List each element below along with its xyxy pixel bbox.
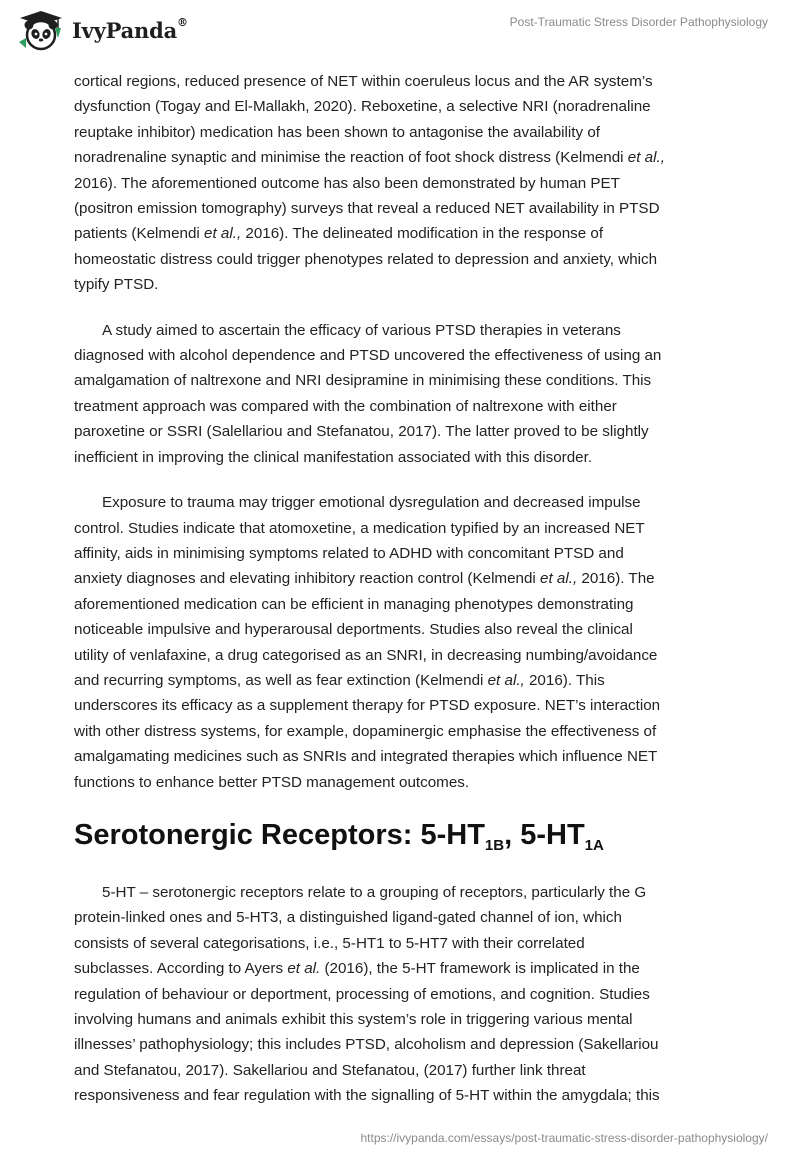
text-run: dysfunction (Togay and El-Mallakh, 2020). Reboxetine, a selective NRI (noradrenaline [74,98,651,116]
heading-subscript-1a: 1A [584,836,604,854]
body-paragraph [74,880,730,1109]
paragraph-line [74,247,730,272]
text-run: cortical regions, reduced presence of NET within coeruleus locus and the AR system’s [74,73,653,90]
paragraph-line [74,94,730,119]
paragraph-line [74,592,730,617]
citation-italic: et al., [204,225,242,243]
paragraph-line [74,982,730,1007]
registered-mark: ® [177,15,188,29]
paragraph-line [74,1032,730,1057]
text-run: amalgamation of naltrexone and NRI desipramine in minimising these conditions. This [74,372,652,390]
text-run: Exposure to trauma may trigger emotional dysregulation and decreased impulse [102,494,641,512]
essay-content [74,69,730,1129]
paragraph-line [74,1058,730,1083]
text-run: typify PTSD. [74,276,159,294]
paragraph-line [74,643,730,668]
text-run: homeostatic distress could trigger phenotypes related to depression and anxiety, which [74,250,658,268]
text-run: inefficient in improving the clinical manifestation associated with this disorder. [74,448,593,466]
text-run: subclasses. According to Ayers [74,960,288,978]
paragraph-line [74,490,730,515]
paragraph-line [74,541,730,566]
text-run: noradrenaline synaptic and minimise the reaction of foot shock distress (Kelmendi [74,149,628,167]
brand-logo-link[interactable] [16,8,188,52]
brand-name [72,15,188,43]
brand-name-text: IvyPanda [72,17,178,43]
paragraph-group-1 [74,69,730,795]
heading-prefix: Serotonergic Receptors: 5-HT [74,818,485,851]
text-run: diagnosed with alcohol dependence and PTSD uncovered the effectiveness of using an [74,347,662,365]
text-run: control. Studies indicate that atomoxetine, a medication typified by an increased NET [74,519,645,537]
panda-logo-icon [16,8,66,52]
paragraph-line [74,318,730,343]
text-run: regulation of behaviour or deportment, processing of emotions, and cognition. Studies [74,985,650,1003]
text-run: anxiety diagnoses and elevating inhibitory reaction control (Kelmendi [74,570,541,588]
paragraph-line [74,368,730,393]
citation-italic: et al. [287,960,321,978]
paragraph-line [74,394,730,419]
body-paragraph [74,490,730,795]
text-run: amalgamating medicines such as SNRIs and integrated therapies which influence NET [74,748,658,766]
paragraph-line [74,272,730,297]
paragraph-line [74,770,730,795]
text-run: affinity, aids in minimising symptoms related to ADHD with concomitant PTSD and [74,544,624,562]
paragraph-line [74,880,730,905]
text-run: involving humans and animals exhibit this system’s role in triggering various mental [74,1011,633,1028]
text-run: paroxetine or SSRI (Salellariou and Stefanatou, 2017). The latter proved to be slightly [74,423,649,441]
text-run: and recurring symptoms, as well as fear extinction (Kelmendi [74,671,488,689]
text-run: A study aimed to ascertain the efficacy of various PTSD therapies in veterans [102,321,621,339]
text-run: illnesses’ pathophysiology; this includes PTSD, alcoholism and depression (Sakellariou [74,1036,659,1054]
text-run: (positron emission tomography) surveys that reveal a reduced NET availability in PTSD [74,200,660,218]
text-run: reuptake inhibitor) medication has been shown to antagonise the availability of [74,123,600,141]
citation-italic: et al., [487,671,525,689]
text-run: underscores its efficacy as a supplement therapy for PTSD exposure. NET’s interaction [74,697,661,715]
paragraph-line [74,445,730,470]
paragraph-line [74,343,730,368]
text-run: noticeable impulsive and hyperarousal deportments. Studies also reveal the clinical [74,621,633,639]
heading-middle: , 5-HT [504,818,585,851]
body-paragraph [74,69,730,298]
paragraph-line [74,905,730,930]
document-title: Post-Traumatic Stress Disorder Pathophysiology [509,15,768,29]
paragraph-line [74,516,730,541]
paragraph-line [74,566,730,591]
text-run: (2016), the 5-HT framework is implicated in the [320,960,640,978]
heading-subscript-1b: 1B [484,836,505,854]
text-run: responsiveness and fear regulation with the signalling of 5-HT within the amygdala; this [74,1087,660,1105]
text-run: treatment approach was compared with the combination of naltrexone with either [74,397,617,415]
paragraph-line [74,120,730,145]
body-paragraph [74,318,730,470]
paragraph-line [74,956,730,981]
text-run: aforementioned medication can be efficient in managing phenotypes demonstrating [74,595,634,613]
paragraph-group-2 [74,880,730,1109]
text-run: protein-linked ones and 5-HT3, a distinguished ligand-gated channel of ion, which [74,909,622,927]
source-url-link[interactable]: https://ivypanda.com/essays/post-traumatic-stress-disorder-pathophysiology/ [360,1131,768,1145]
paragraph-line [74,719,730,744]
paragraph-line [74,1007,730,1032]
text-run: 2016). The [577,570,655,588]
paragraph-line [74,419,730,444]
text-run: functions to enhance better PTSD management outcomes. [74,773,470,791]
text-run: with other distress systems, for example, dopaminergic emphasise the effectiveness of [74,722,657,740]
page-header [0,0,800,64]
paragraph-line [74,171,730,196]
text-run: 2016). The delineated modification in the response of [241,225,604,243]
citation-italic: et al., [540,570,578,588]
paragraph-line [74,145,730,170]
text-run: 2016). The aforementioned outcome has also been demonstrated by human PET [74,174,620,192]
paragraph-line [74,744,730,769]
text-run: and Stefanatou, 2017). Sakellariou and Stefanatou, (2017) further link threat [74,1061,586,1079]
text-run: 2016). This [524,671,605,689]
text-run: patients (Kelmendi [74,225,205,243]
paragraph-line [74,931,730,956]
paragraph-line [74,693,730,718]
paragraph-line [74,221,730,246]
paragraph-line [74,668,730,693]
text-run: 5-HT – serotonergic receptors relate to a grouping of receptors, particularly the G [102,883,647,901]
text-run: utility of venlafaxine, a drug categorised as an SNRI, in decreasing numbing/avoidance [74,646,658,664]
paragraph-line [74,617,730,642]
paragraph-line [74,196,730,221]
citation-italic: et al., [627,149,665,167]
section-heading [74,817,730,858]
paragraph-line [74,69,730,94]
text-run: consists of several categorisations, i.e., 5-HT1 to 5-HT7 with their correlated [74,934,585,952]
paragraph-line [74,1083,730,1108]
